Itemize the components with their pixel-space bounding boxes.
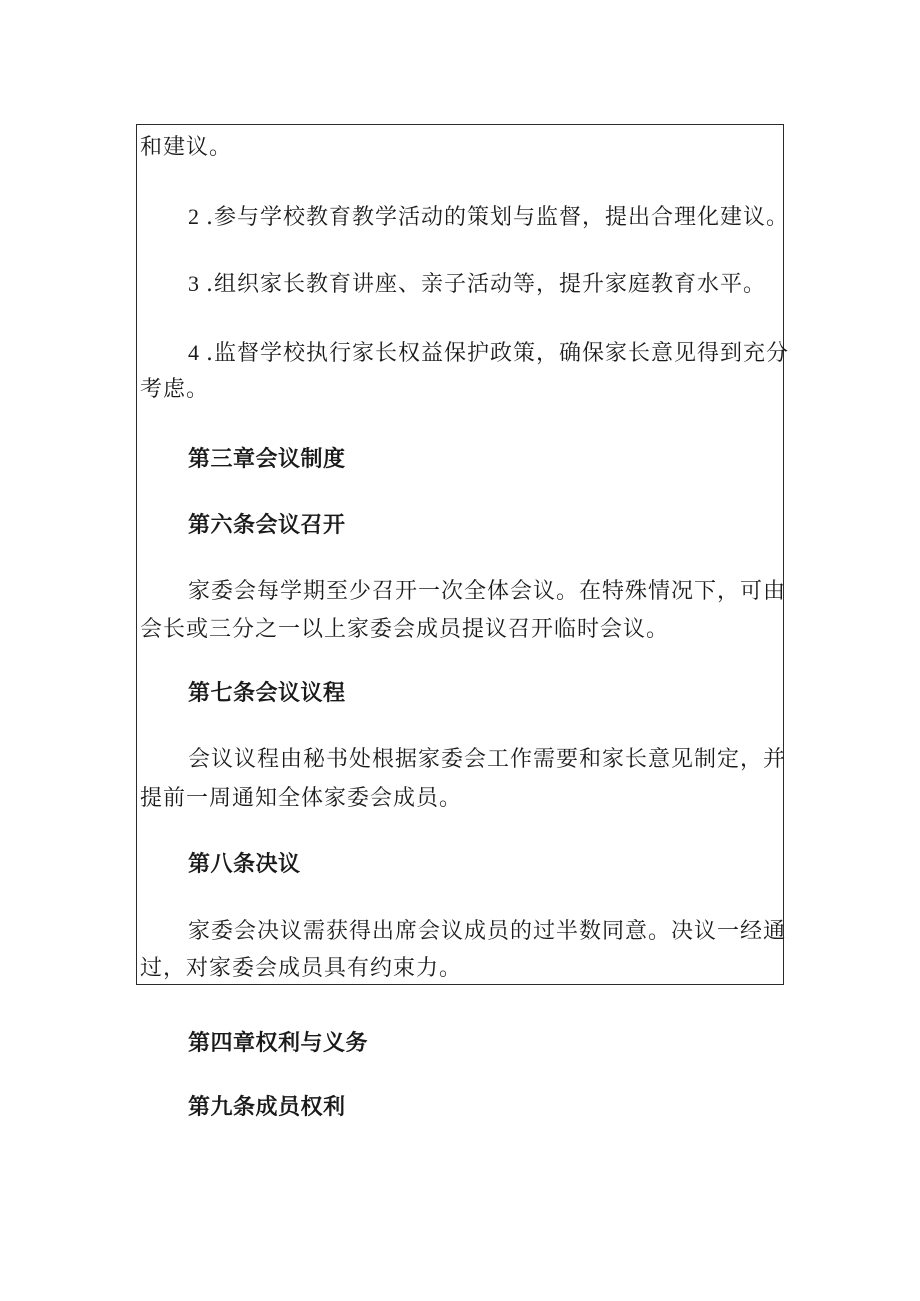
article-text: 会议议程由秘书处根据家委会工作需要和家长意见制定，并 — [188, 747, 787, 772]
article-heading: 第七条会议议程 — [188, 681, 346, 706]
article-text: 家委会每学期至少召开一次全体会议。在特殊情况下，可由 — [188, 579, 787, 604]
chapter-heading: 第三章会议制度 — [188, 447, 346, 472]
chapter-heading: 第四章权利与义务 — [188, 1031, 369, 1056]
list-item-text: .组织家长教育讲座、亲子活动等，提升家庭教育水平。 — [206, 272, 766, 297]
article-heading: 第六条会议召开 — [188, 513, 346, 538]
article-text-continuation: 提前一周通知全体家委会成员。 — [140, 786, 463, 811]
list-item-text: .参与学校教育教学活动的策划与监督，提出合理化建议。 — [206, 205, 789, 230]
article-heading: 第八条决议 — [188, 852, 301, 877]
article-text: 家委会决议需获得出席会议成员的过半数同意。决议一经通 — [188, 919, 787, 944]
list-item-4-continuation: 考虑。 — [140, 377, 210, 402]
list-item-2 — [188, 203, 789, 232]
list-number: 4 — [188, 340, 200, 365]
list-number: 3 — [188, 271, 200, 296]
list-number: 2 — [188, 204, 200, 229]
list-item-4 — [188, 339, 789, 368]
list-item-text: .监督学校执行家长权益保护政策，确保家长意见得到充分 — [206, 341, 789, 366]
article-text-continuation: 过，对家委会成员具有约束力。 — [140, 956, 463, 981]
article-heading: 第九条成员权利 — [188, 1095, 346, 1120]
list-item-3 — [188, 270, 766, 299]
article-text-continuation: 会长或三分之一以上家委会成员提议召开临时会议。 — [140, 617, 670, 642]
paragraph-continuation: 和建议。 — [140, 135, 233, 160]
